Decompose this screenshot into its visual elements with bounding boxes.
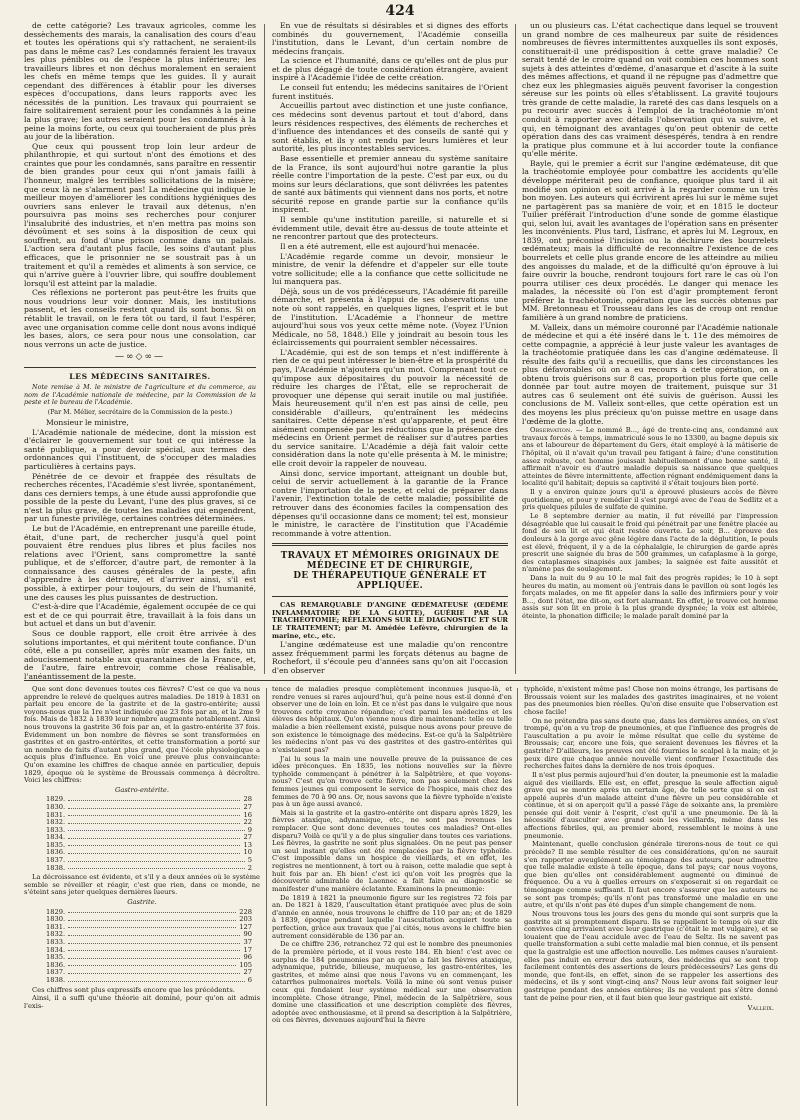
salutation: Monsieur le ministre, xyxy=(46,418,129,428)
observation xyxy=(522,427,778,488)
paragraph: Base essentielle et premier anneau du système sanitaire de la France, ils sont aujourd'hui notre garantie la plus réelle contre l'importation de la peste. C'est par eux, ou du moins sur leurs déclarations, que sont délivrées les patentes de santé aux bâtiments qui viennent dans nos ports, et notre sécurité repose en grande partie sur la confiance qu'ils inspirent. xyxy=(272,153,508,215)
table-row: 1832. 22 xyxy=(46,818,252,827)
paragraph: L'Académie regarde comme un devoir, monsieur le ministre, de venir la défendre et d'appeler sur elle toute votre sollicitude; elle a la confiance que cette sollicitude ne lui manquera pas. xyxy=(272,251,508,287)
section-title: LES MÉDECINS SANITAIRES. xyxy=(69,371,211,381)
paragraph: Mais si la gastrite et la gastro-entérite ont disparu après 1829, les fièvres ataxique, adynamique, etc., ne sont pas revenues les remplacer. Que sont donc devenues toutes ces maladies? Ont-elles disparu? Voilà ce qu'il y a de plus singulier dans toutes ces variations. Les fièvres, la gastrite ne sont plus signalées. On ne peut pas penser un seul instant qu'elles ont été remplacées par la fièvre typhoïde. C'est impossible dans un hospice de vieillards, et en effet, les registres ne mentionnent, à tort ou à raison, cette maladie que sept à huit fois par an. Eh bien! c'est ici qu'on voit les progrès que la découverte admirable de Laennec a fait faire au diagnostic se manifester d'une manière éclatante. Examinons la pneumonie: xyxy=(272,808,512,893)
paragraph: Il semble qu'une institution pareille, si naturelle et si évidemment utile, devait être au-dessus de toute atteinte et ne rencontrer partout que des protecteurs. xyxy=(272,214,508,242)
table-row: 1837. 5 xyxy=(46,856,252,865)
column-divider xyxy=(517,688,518,1106)
paragraph: On ne prétendra pas sans doute que, dans les dernières années, on s'est trompé, qu'on a vu trop de pneumonies, et que l'influence des progrès de l'auscultation a pu avoir le même résultat que celle du système de Broussais; car, encore une fois, que seraient devenues les fièvres et la gastrite? D'ailleurs, les preuves ont été fournies le scalpel à la main; et je peux dire que chaque année nouvelle vient confirmer l'exactitude des recherches faites dans la dernière de nos trois époques. xyxy=(524,716,778,771)
top-column-2 xyxy=(272,22,508,674)
table-row: 1834. 27 xyxy=(46,833,252,842)
paragraph: M. Valleix, dans un mémoire couronné par l'Académie nationale de médecine et qui a été inséré dans le t. 11e des mémoires de cette compagnie, a apprécié à leur juste valeur les avantages de la trachéotomie pratiquée dans les cas d'angine œdémateuse. Il résulte des faits qu'il a recueillis, que dans les circonstances les plus défavorables où on a eu recours à cette opération, on a obtenu trois guérisons sur 8 cas, proportion plus forte que celle donnée par tout autre moyen de traitement, puisque sur 31 autres cas 6 seulement ont été suivis de guérison. Aussi les conclusions de M. Valleix sont-elles, que cette opération est un des moyens les plus précieux qu'on puisse mettre en usage dans l'œdème de la glotte. xyxy=(522,322,778,426)
section-title: TRAVAUX ET MÉMOIRES ORIGINAUX DE MÉDECINE ET DE CHIRURGIE, xyxy=(280,551,500,572)
author-signature: Valleix. xyxy=(747,1004,774,1013)
paragraph: Pénétrée de ce devoir et frappée des résultats de recherches récentes, l'Académie s'est livrée, spontanément, dans ces derniers temps, à une étude aussi approfondie que possible de la peste du Levant, l'une des plus graves, si ce n'est la plus grave, de toutes les maladies qui engendrent, par un funeste privilège, certaines contrées déterminées. xyxy=(24,471,256,524)
paragraph: Accueillis partout avec distinction et une juste confiance, ces médecins sont devenus partout et tout d'abord, dans leurs résidences respectives, des éléments de recherches et d'influence des intendances et des conseils de santé qui y sont établis, et ils y ont rendu par leurs lumières et leur autorité, les plus incontestables services. xyxy=(272,101,508,154)
table-row: 1838. 6 xyxy=(46,975,252,984)
paragraph: La décroissance est évidente, et s'il y a deux années où le système semble se réveiller et réagir, c'est que rien, dans ce monde, ne s'éteint sans jeter quelques dernières lueurs. xyxy=(24,873,260,897)
bottom-column-1 xyxy=(24,686,260,1108)
bottom-column-3 xyxy=(524,686,778,1108)
paragraph: Il en a été autrement, elle est aujourd'hui menacée. xyxy=(280,241,480,251)
paragraph: Nous trouvons tous les jours des gens du monde qui sont surpris que la gastrite ait si promptement disparu. Ils se rappellent le temps où sur dix convives cinq arrivaient avec leur gastrique (c'était le mot vulgaire), et se louaient que de l'eau accidule avec de l'eau de Seltz. Ils ne savent pas quelle transformation a subi cette maladie mal bien connue, et ils pensent que la gastralgie est une affection nouvelle. Les mêmes causes n'auraient-elles pas induit en erreur des auteurs, des médecins qui se sont trop facilement contentés des assertions de leurs prédécesseurs? Les gens du monde, que font-ils, en effet, sinon de se rappeler les assertions des médecins, et ils y sont vingt-cinq ans? Nous leur avons fait soigner leur gastrique pendant des années entières; ils ne veulent pas s'être donné tant de peine pour rien, et il faut bien que leur gastrique ait existé. xyxy=(524,909,778,1002)
observation-text: — Le nommé B..., âgé de trente-cinq ans, condamné aux travaux forcés à temps, immatriculé sous le no 13300, au bagne depuis six ans et laboureur de département du Gers, était employé à la mâtiserie de l'hôpital, où il n'avait qu'un travail peu fatigant à faire; d'une constitution assez robuste, cet homme jouissait habituellement d'une bonne santé, il affirmait n'avoir eu d'autre maladie depuis sa naissance que quelques atteintes de fièvre intermittente, affection régnant endémiquement dans la localité qu'il habitait; depuis sa captivité il s'était toujours bien porté. xyxy=(522,426,778,488)
table-row: 1832. 90 xyxy=(46,930,252,939)
top-column-1 xyxy=(24,21,256,681)
table-row: 1836. 105 xyxy=(46,960,252,969)
table-row: 1837. 27 xyxy=(46,968,252,977)
observation-paragraph: Dans la nuit du 9 au 10 le mal fait des progrès rapides; le 10 à sept heures du matin, au moment où j'entrais dans le pavillon où sont logés les forçats malades, on me fit appeler dans la salle des infirmiers pour y voir B..., dont l'état, me dit-on, est fort alarmant. En effet, je trouve cet homme assis sur son lit en proie à la plus grande dyspnée; la voix est altérée, éteinte, la phonation difficile; le malade paraît dominé par la xyxy=(522,574,778,621)
paragraph: J'ai lu sous la main une nouvelle preuve de la puissance de ces idées préconçues. En 1835, les notions nouvelles sur la fièvre typhoïde commençant à pénétrer à la Salpêtrière, et que voyons-nous? C'est qu'on trouve cette fièvre, non pas seulement chez les femmes jeunes qui composent le service de l'hospice, mais chez des femmes de 70 à 90 ans. Or, nous savons que la fièvre typhoïde n'existe pas à un âge aussi avancé. xyxy=(272,754,512,809)
paragraph: Ainsi, il a suffi qu'une théorie ait dominé, pour qu'on ait admis l'exis- xyxy=(24,994,260,1010)
ornament-divider: —∞◇∞— xyxy=(115,352,165,363)
paragraph: De 1819 à 1821 la pneumonie figure sur les registres 72 fois par an. De 1821 à 1829, l'auscultation étant pratiquée avec plus de soin d'année en année, nous trouvons le chiffre de 110 par an; et de 1829 à 1839, époque pendant laquelle l'auscultation acquiert toute sa perfection, grâce aux travaux que j'ai cités, nous avons le chiffre bien autrement considérable de 136 par an. xyxy=(272,893,512,940)
table-row: 1833. 9 xyxy=(46,825,252,834)
column-divider xyxy=(266,688,267,1106)
table-row: 1833. 37 xyxy=(46,938,252,946)
stats-table-gastrite xyxy=(24,909,260,985)
section-rule xyxy=(272,596,508,597)
paragraph: L'Académie nationale de médecine, dont la mission est d'éclairer le gouvernement sur tout ce qui intéresse la santé publique, a pour devoir spécial, aux termes des ordonnances qui l'instituent, de s'occuper des maladies particulières à certains pays. xyxy=(24,427,256,471)
section-subtitle: DE THÉRAPEUTIQUE GÉNÉRALE ET APPLIQUÉE. xyxy=(293,571,487,592)
stats-table-gastro-enterite xyxy=(24,796,260,872)
table-row: 1831. 127 xyxy=(46,922,252,931)
observation-label: Observation. xyxy=(530,426,573,435)
table-row: 1838. 2 xyxy=(46,863,252,872)
page-horizontal-rule xyxy=(24,680,778,681)
observation-paragraph: Le 8 septembre dernier au matin, il fut réveillé par l'impression désagréable que lui causait le froid qui pénétrait par une fenêtre placée au fond de son lit et qui était restée ouverte. Le soir, B... éprouve des douleurs à la gorge avec gêne légère dans l'acte de la déglutition, le pouls est élevé, fréquent, il y a de la céphalalgie, le chirurgien de garde après prescrit une saignée du bras de 500 grammes, un cataplasme à la gorge, des cataplasmes sinapisés aux jambes; la saignée est faite aussitôt et n'amène pas de soulagement. xyxy=(522,512,778,574)
paragraph: Maintenant, quelle conclusion générale tirerons-nous de tout ce qui précède? Il me semble résulter de ces considérations, qu'on ne saurait s'en rapporter aveuglément au témoignage des auteurs, pour admettre que telle maladie existe à telle époque, dans tel pays; car nous voyons, que bien qu'elles ont considérablement augmenté ou diminué de fréquence. Ou a vu à quelles erreurs on s'exposerait si on regardait ce témoignage comme suffisant. Il faut encore s'assurer que les auteurs ne se sont pas trompés; qu'ils n'ont pas transformé une maladie en une autre, et qu'ils n'ont pas été dupes d'un simple changement de nom. xyxy=(524,840,778,910)
paragraph: Ainsi donc, service important, atteignant un double but, celui de servir actuellement à la garantie de la France contre l'importation de la peste, et celui de préparer dans l'avenir, l'extinction totale de cette maladie; possibilité de retrouver dans des économies faciles la compensation des dépenses qu'il occasionne dans ce moment; tel est, monsieur le ministre, le caractère de l'institution que l'Académie recommande à votre attention. xyxy=(272,468,508,538)
table-row: 1830. 27 xyxy=(46,802,252,811)
paragraph: De ce chiffre 236, retranchez 72 qui est le nombre des pneumonies de la première période, et il vous reste 184. Eh bien! c'est avec ce surplus de 184 pneumonies par an qu'on a fait les fièvres ataxique, adynamique, putride, bilieuse, muqueuse, les gastro-entérites, les gastrites, et même ainsi que nous l'avons vu en commençant, les catarrhes pulmonaires mortels. Voilà la mine où sont venus puiser ceux qui fondaient leur système médical sur une observation incomplète. Chose étrange, Pinel, médecin de la Salpêtrière, sous domine une classification et une description complète des fièvres, adoptée avec enthousiasme, et il prend sa description à la Salpêtrière, où ces fièvres, devenues aujourd'hui la fièvre xyxy=(272,940,512,1025)
note-text: Note remise à M. le ministre de l'agriculture et du commerce, au nom de l'Académie nationale de médecine, par la Commission de la peste et le bureau de l'Académie. xyxy=(24,383,256,407)
paragraph: de cette catégorie? Les travaux agricoles, comme les dessèchements des marais, la canalisation des cours d'eau et toutes les opérations qui s'y rattachent, ne seraient-ils pas dans le même cas? Les condamnés feraient les travaux les plus pénibles ou de l'espèce la plus inférieure; les travailleurs libres et non déchus moralement en seraient les chefs en même temps que les guides. Il y aurait cependant des différences à établir pour les diverses espèces d'occupations, dans leurs rapports avec les nécessités de la punition. Les travaux qui pourraient se faire solitairement seraient pour les condamnés à la peine la plus grave; les autres seraient pour les condamnés à la peine la moins forte, ou ceux qui toucheraient de plus près au jour de la libération. xyxy=(24,21,256,142)
paragraph: Sous ce double rapport, elle croit être arrivée à des solutions importantes, et qui méritent toute confiance. D'un côté, elle a pu conseiller, après mûr examen des faits, un adoucissement notable aux quarantaines de la France, et, de l'autre, faire entrevoir, comme chose réalisable, l'anéantissement de la peste. xyxy=(24,629,256,681)
paragraph: tence de maladies presque complètement inconnues jusque-là, et rendre venues si rares aujourd'hui, qu'à peine nous est-il donné d'en observer une de loin en loin. Et ce n'est pas dans le vulgaire que nous trouvons cette croyance répandue; c'est parmi les médecins et les élèves des hôpitaux. Qu'on vienne nous dire maintenant: telle ou telle maladie a bien réellement existé, puisque nous avons pour preuve de son existence le témoignage des médecins. Est-ce qu'à la Salpêtrière les médecins n'ont pas vu des gastrites et des gastro-entérites qui n'existaient pas? xyxy=(272,685,512,754)
table-row: 1835. 96 xyxy=(46,953,252,962)
paragraph: Il n'est plus permis aujourd'hui d'en douter, la pneumonie est la maladie aiguë des vieillards. Elle est, en effet, presque la seule affection aiguë grave qui se montre après un certain âge, de telle sorte que si on est appelé auprès d'un malade atteint d'une fièvre un peu considérable et continue, et si on aperçoit qu'il a passé l'âge de soixante ans, la première pensée qui doit venir à l'esprit, c'est qu'il a une pneumonie. De là la nécessité d'ausculter avec grand soin les vieillards, même dans les affections fébriles, qui, au premier abord, ressemblent le moins à une pneumonie. xyxy=(524,770,778,840)
section-rule xyxy=(272,543,508,546)
paragraph: Que ceux qui poussent trop loin leur ardeur de philanthropie, et qui surtout n'ont des émotions et des craintes que pour les condamnés, sans paraître en ressentir de bien grandes pour ceux qui n'ont jamais failli à l'honneur, malgré les terribles sollicitations de la misère; que ceux là ne s'alarment pas! La médecine qui indique le meilleur moyen d'améliorer les conditions hygiéniques des ouvriers sans enlever le travail aux détenus, n'en poursuivra pas moins ses recherches pour conjurer l'insalubrité des industries, et n'en mettra pas moins son dévoûment et ses soins à la disposition de ceux qui souffrent, au fond d'une prison comme dans un palais. L'action sera d'autant plus facile, les soins d'autant plus efficaces, que le prisonnier ne se soustrait pas à un traitement et qu'il a remèdes et aliments à son service, ce qui n'arrive guère à l'ouvrier libre, qui souffre doublement lorsqu'il est atteint par la maladie. xyxy=(24,141,256,288)
paragraph: Bayle, qui le premier a écrit sur l'angine œdémateuse, dit que la trachéotomie employée pour combattre les accidents qu'elle développe mériterait peu de confiance, quoique plus tard il ait modifié son opinion et soit arrivé à la regarder comme un très bon moyen. Les auteurs qui écrivirent après lui sur le même sujet ne partagèrent pas sa manière de voir, et en 1815 le docteur Tuilier préférait l'introduction d'une sonde de gomme élastique qui, selon lui, avait les avantages de l'opération sans en présenter les inconvénients. Plus tard, Lisfranc, et après lui M. Legroux, en 1839, ont préconisé l'incision ou la déchirure des bourrelets œdémateux; mais la difficulté de reconnaître l'existence de ces bourrelets et celle plus grande encore de les atteindre au milieu des angoisses du malade, et de la difficulté qu'on éprouve à lui faire ouvrir la bouche, rendront toujours fort rare le cas où l'on pourra utiliser ces deux procédés. Le danger qui menace les malades, la nécessité où l'on est d'agir promptement feront préférer la trachéotomie, opération que les succès obtenus par MM. Bretonneau et Trousseau dans les cas de croup ont rendue familière à un grand nombre de praticiens. xyxy=(522,158,778,322)
paragraph: Ces chiffres sont plus expressifs encore que les précédents. xyxy=(32,985,235,994)
paragraph: Le conseil fut entendu; les médecins sanitaires de l'Orient furent institués. xyxy=(272,83,508,101)
top-column-3 xyxy=(522,22,778,674)
paragraph: Que sont donc devenues toutes ces fièvres? C'est ce que va nous apprendre le relevé de quelques autres maladies. De 1819 à 1831 on parlait peu encore de la gastrite et de la gastro-entérite; aussi voyons-nous que la 1re n'est indiquée que 23 fois par an, et la 2me 9 fois. Mais de 1832 à 1839 leur nombre augmente notablement. Ainsi nous trouvons la gastrite 36 fois par an, et la gastro-entérite 37 fois. Évidemment un bon nombre de fièvres se sont transformées en gastrites et en gastro-entérites, et cette transformation a porté sur un nombre de faits d'autant plus grand, que l'école physiologique a acquis plus d'influence. En voici une preuve plus convaincante: Qu'on examine les chiffres de chaque année en particulier, depuis 1829, époque où le système de Broussais commença à décroître. Voici les chiffres: xyxy=(24,685,260,785)
table-row: 1835. 13 xyxy=(46,840,252,849)
paragraph: L'angine œdémateuse est une maladie qu'on rencontre assez fréquemment parmi les forçats détenus au bagne de Rochefort, il s'écoule peu d'années sans qu'on ait l'occasion d'en observer xyxy=(272,640,508,675)
paragraph: L'Académie, qui est de son temps et n'est indifférente à rien de ce qui peut intéresser le bien-être et la prospérité du pays, l'Académie n'ajoutera qu'un mot. Comprenant tout ce qu'impose aux dépositaires du pouvoir la nécessité de réduire les charges de l'État, elle se reprocherait de provoquer une dépense qui serait inutile ou mal justifiée. Mais heureusement qu'il n'en est pas ainsi de celle, peu considérable d'ailleurs, qu'entraînent les médecins sanitaires. Cette dépense n'est qu'apparente, et peut être aisément compensée par les réductions que la présence des médecins en Orient permet de réaliser sur d'autres parties du service sanitaire. L'Académie a déjà fait valoir cette considération dans la note qu'elle présenta à M. le ministre; elle croit devoir la rappeler de nouveau. xyxy=(272,347,508,469)
bottom-column-2 xyxy=(272,686,512,1108)
section-rule xyxy=(24,367,256,368)
column-divider xyxy=(515,24,516,674)
paragraph: La science et l'humanité, dans ce qu'elles ont de plus pur et de plus dégagé de toute considération étrangère, avaient inspiré à l'Académie l'idée de cette création. xyxy=(272,56,508,83)
table-row: 1829. 228 xyxy=(46,907,252,916)
article-heading: CAS REMARQUABLE D'ANGINE ŒDÉMATEUSE (ŒDÈME INFLAMMATOIRE DE LA GLOTTE), GUÉRIE PAR LA TRACHÉOTOMIE; RÉFLEXIONS SUR LE DIAGNOSTIC ET SUR LE TRAITEMENT; par M. Amédée Lefèvre, chirurgien de la marine, etc., etc. xyxy=(272,601,508,640)
paragraph: un ou plusieurs cas. L'état cachectique dans lequel se trouvent un grand nombre de ces malheureux par suite de résidences nombreuses de fièvres intermittentes auxquelles ils sont exposés, constituerait-il une prédisposition à cette grave maladie? Ce serait tenté de le croire quand on voit combien ces hommes sont sujets à des atteintes d'œdème, d'anasarque et d'ascite à la suite des mêmes affections, et quand il ne répugne pas d'admettre que chez eux les phlegmasies aiguës peuvent favoriser la congestion séreuse sur les points où elles s'établissent. La gravité toujours très grande de cette maladie, la rareté des cas dans lesquels on a pu recourir avec succès à l'emploi de la trachéotomie m'ont conduit à rapporter avec détails l'observation qui va suivre, et qui, en témoignant des avantages qu'on peut obtenir de cette opération dans des cas vraiment désespérés, tendra à en rendre la pratique plus commune et à lui accorder toute la confiance qu'elle mérite. xyxy=(522,21,778,159)
paragraph: Le but de l'Académie, en entreprenant une pareille étude, était, d'une part, de rechercher jusqu'à quel point pouvaient être rendues plus libres et plus faciles nos relations avec l'Orient, sans compromettre la santé publique, et de s'efforcer, d'autre part, de remonter à la connaissance des causes générales de la peste, afin d'apprendre à les détruire, et d'arriver ainsi, s'il est possible, à extirper pour toujours, du sein de l'humanité, une des causes les plus puissantes de destruction. xyxy=(24,524,256,602)
note-signature: (Par M. Mélier, secrétaire de la Commission de la peste.) xyxy=(47,408,233,417)
paragraph: En vue de résultats si désirables et si dignes des efforts combinés du gouvernement, l'Académie conseilla l'institution, dans le Levant, d'un certain nombre de médecins français. xyxy=(272,21,508,56)
table-caption: Gastrite. xyxy=(127,898,157,907)
paragraph: C'est-à-dire que l'Académie, également occupée de ce qui est et de ce qui pourrait être, travaillait à la fois dans un but actuel et dans un but d'avenir. xyxy=(24,602,256,629)
table-caption: Gastro-entérite. xyxy=(115,785,169,794)
page-number: 424 xyxy=(385,3,415,19)
paragraph: typhoïde, n'existent même pas! Chose non moins étrange, les partisans de Broussais voient sur les malades des gastrites imaginaires, et ne voient pas des pneumonies bien réelles. Qu'on dise ensuite que l'observation est chose facile! xyxy=(524,685,778,716)
table-row: 1829. 28 xyxy=(46,795,252,804)
table-row: 1831. 16 xyxy=(46,810,252,819)
table-row: 1836. 10 xyxy=(46,848,252,857)
observation-paragraph: Il y a environ quinze jours qu'il a éprouvé plusieurs accès de fièvre quotidienne, et pour y remédier il s'est purgé avec de l'eau de Sedlitz et a pris quelques pilules de sulfate de quinine. xyxy=(522,488,778,512)
table-row: 1830. 203 xyxy=(46,915,252,924)
table-row: 1834. 17 xyxy=(46,945,252,954)
paragraph: Déjà, sous un de vos prédécesseurs, l'Académie fit pareille démarche, et présenta à l'appui de ses observations une note où sont rappelés, en quelques lignes, l'esprit et le but de l'institution. L'Académie a l'honneur de mettre aujourd'hui sous vos yeux cette même note. (Voyez l'Union Médicale, no 58, 1848.) Elle y joindrait au besoin tous les éclaircissements qui pourraient sembler nécessaires. xyxy=(272,286,508,348)
column-divider xyxy=(264,24,265,674)
paragraph: Ces réflexions ne porteront pas peut-être les fruits que nous voudrions leur voir donner. Mais, les institutions passent, et les conseils restent quand ils sont bons. Si on rétablit le travail, on le fera tôt ou tard, il faut l'espérer, avec une organisation comme celle dont nous avons indiqué les bases, alors, ce sera pour nous une consolation, car nous verrons un acte de justice. xyxy=(24,288,256,349)
